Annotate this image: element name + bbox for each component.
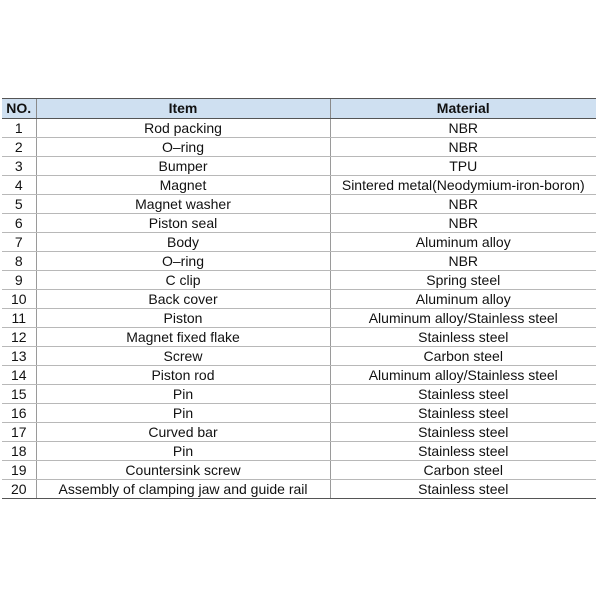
cell-no: 8: [2, 252, 36, 271]
cell-no: 5: [2, 195, 36, 214]
cell-no: 6: [2, 214, 36, 233]
table-row: [2, 233, 596, 252]
table-row: [2, 119, 596, 138]
cell-no: 18: [2, 442, 36, 461]
cell-no: 20: [2, 480, 36, 499]
header-material: Material: [330, 99, 596, 119]
table-row: [2, 309, 596, 328]
cell-item: Bumper: [36, 157, 330, 176]
cell-item: Magnet: [36, 176, 330, 195]
cell-item: Body: [36, 233, 330, 252]
cell-item: Magnet fixed flake: [36, 328, 330, 347]
cell-material: NBR: [330, 214, 596, 233]
cell-no: 7: [2, 233, 36, 252]
table-row: [2, 252, 596, 271]
cell-item: Countersink screw: [36, 461, 330, 480]
table-row: [2, 328, 596, 347]
table-body: [2, 119, 596, 499]
cell-material: Stainless steel: [330, 385, 596, 404]
cell-item: Piston rod: [36, 366, 330, 385]
cell-item: Magnet washer: [36, 195, 330, 214]
cell-no: 11: [2, 309, 36, 328]
table-row: [2, 480, 596, 499]
table-row: [2, 195, 596, 214]
header-item: Item: [36, 99, 330, 119]
cell-no: 4: [2, 176, 36, 195]
cell-no: 17: [2, 423, 36, 442]
cell-material: Aluminum alloy/Stainless steel: [330, 366, 596, 385]
table-row: [2, 214, 596, 233]
table-row: [2, 138, 596, 157]
parts-material-table: [2, 98, 596, 499]
cell-material: Stainless steel: [330, 404, 596, 423]
cell-material: Carbon steel: [330, 461, 596, 480]
table-row: [2, 461, 596, 480]
cell-no: 19: [2, 461, 36, 480]
cell-item: Piston seal: [36, 214, 330, 233]
cell-item: O–ring: [36, 252, 330, 271]
cell-material: Aluminum alloy: [330, 290, 596, 309]
table-row: [2, 271, 596, 290]
cell-no: 10: [2, 290, 36, 309]
cell-item: Curved bar: [36, 423, 330, 442]
table-row: [2, 423, 596, 442]
cell-no: 14: [2, 366, 36, 385]
cell-item: Piston: [36, 309, 330, 328]
table-row: [2, 290, 596, 309]
table-header: [2, 99, 596, 119]
cell-material: Aluminum alloy/Stainless steel: [330, 309, 596, 328]
cell-no: 1: [2, 119, 36, 138]
cell-no: 2: [2, 138, 36, 157]
cell-material: Aluminum alloy: [330, 233, 596, 252]
header-no: NO.: [2, 99, 36, 119]
header-row: [2, 99, 596, 119]
table-row: [2, 347, 596, 366]
cell-no: 12: [2, 328, 36, 347]
cell-material: Stainless steel: [330, 423, 596, 442]
cell-material: Stainless steel: [330, 442, 596, 461]
cell-material: NBR: [330, 252, 596, 271]
table-row: [2, 176, 596, 195]
cell-material: Carbon steel: [330, 347, 596, 366]
cell-material: NBR: [330, 119, 596, 138]
table-row: [2, 366, 596, 385]
cell-no: 9: [2, 271, 36, 290]
cell-material: Stainless steel: [330, 328, 596, 347]
cell-item: Back cover: [36, 290, 330, 309]
cell-item: Pin: [36, 385, 330, 404]
cell-item: O–ring: [36, 138, 330, 157]
table-row: [2, 404, 596, 423]
cell-item: Assembly of clamping jaw and guide rail: [36, 480, 330, 499]
cell-item: Pin: [36, 404, 330, 423]
cell-material: Sintered metal(Neodymium-iron-boron): [330, 176, 596, 195]
cell-no: 3: [2, 157, 36, 176]
cell-material: Stainless steel: [330, 480, 596, 499]
cell-item: C clip: [36, 271, 330, 290]
cell-material: TPU: [330, 157, 596, 176]
cell-item: Screw: [36, 347, 330, 366]
cell-material: Spring steel: [330, 271, 596, 290]
cell-no: 15: [2, 385, 36, 404]
cell-no: 13: [2, 347, 36, 366]
table-row: [2, 385, 596, 404]
cell-material: NBR: [330, 138, 596, 157]
cell-item: Pin: [36, 442, 330, 461]
cell-no: 16: [2, 404, 36, 423]
table-row: [2, 157, 596, 176]
cell-item: Rod packing: [36, 119, 330, 138]
table-row: [2, 442, 596, 461]
cell-material: NBR: [330, 195, 596, 214]
